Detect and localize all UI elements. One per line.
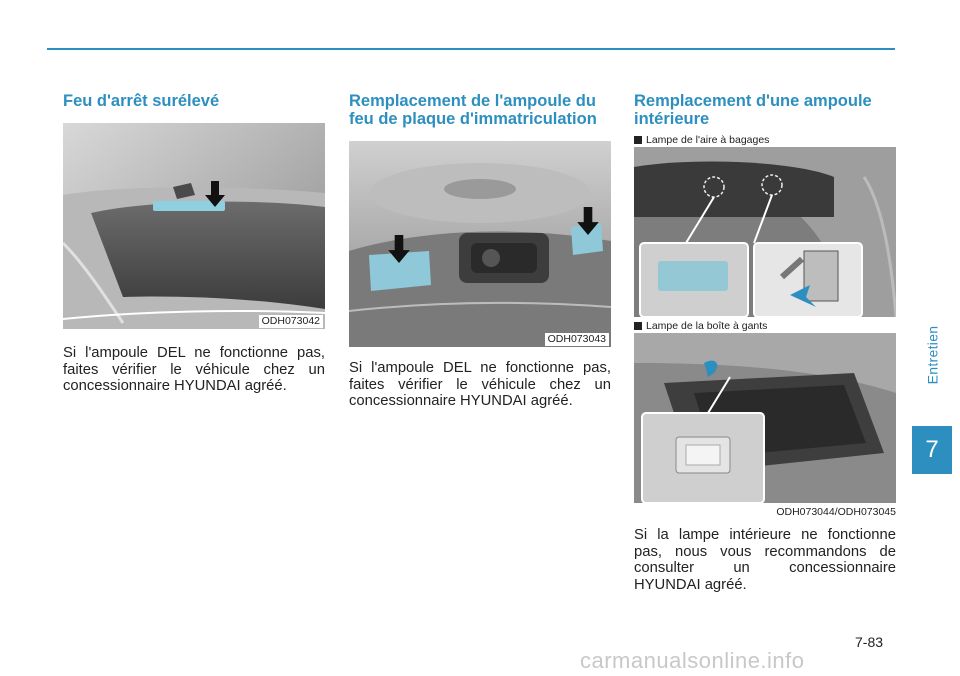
arrow-down-icon	[205, 181, 225, 207]
bullet-square-icon	[634, 322, 642, 330]
illustration-glovebox-lamp	[634, 333, 896, 503]
section-high-mounted-stop-lamp	[63, 92, 325, 395]
chapter-side-label-text: Entretien	[924, 325, 941, 385]
section-title: Remplacement de l'ampoule du feu de plaque d'immatriculation	[349, 92, 597, 128]
top-rule	[47, 48, 895, 50]
figure-code: ODH073044/ODH073045	[776, 506, 896, 518]
section-title: Remplacement d'une ampoule intérieure	[634, 92, 872, 128]
arrow-down-icon	[388, 235, 410, 263]
section-body: Si l'ampoule DEL ne fonctionne pas, faites vérifier le véhicule chez un concessionnaire HYUNDAI agréé.	[349, 360, 611, 409]
caption-luggage-lamp	[634, 133, 896, 147]
section-license-plate-lamp	[349, 92, 611, 410]
figure-code: ODH073043	[545, 333, 609, 346]
watermark: carmanualsonline.info	[580, 648, 805, 673]
bullet-square-icon	[634, 136, 642, 144]
section-interior-lamp	[634, 92, 896, 593]
arrow-down-icon	[577, 207, 599, 235]
illustration-rear-window-stop-lamp	[63, 123, 325, 329]
section-body: Si l'ampoule DEL ne fonctionne pas, faites vérifier le véhicule chez un concessionnaire HYUNDAI agréé.	[63, 345, 325, 394]
section-title: Feu d'arrêt surélevé	[63, 92, 220, 110]
caption-text: Lampe de la boîte à gants	[646, 320, 768, 332]
caption-glovebox-lamp	[634, 319, 896, 333]
chapter-side-label	[912, 290, 952, 420]
illustration-trunk-lid-plate-lamps	[349, 141, 611, 347]
section-body: Si la lampe intérieure ne fonctionne pas, nous vous recommandons de consulter un concessionnaire HYUNDAI agréé.	[634, 527, 896, 593]
caption-text: Lampe de l'aire à bagages	[646, 134, 770, 146]
chapter-number-tab: 7	[912, 426, 952, 474]
page-number: 7-83	[855, 634, 884, 650]
illustration-luggage-lamp	[634, 147, 896, 317]
figure-code: ODH073042	[259, 315, 323, 328]
